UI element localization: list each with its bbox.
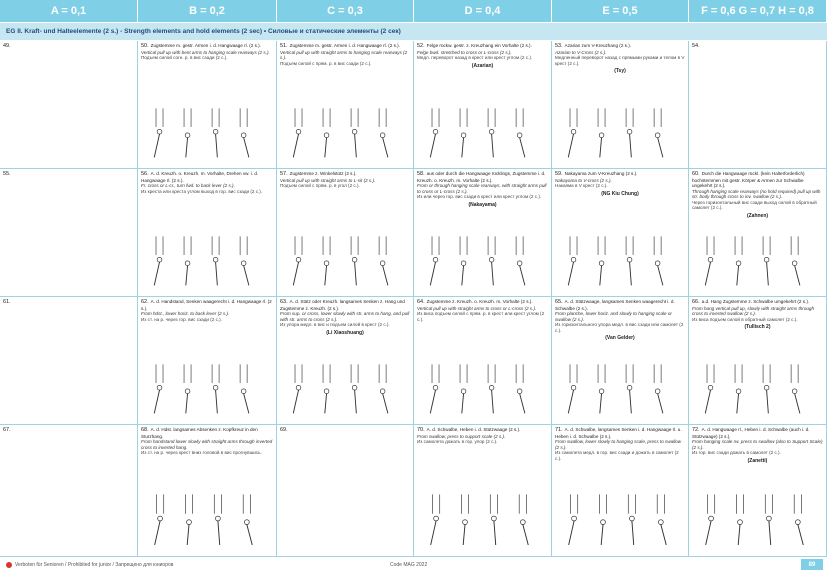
element-number: 55.	[3, 171, 11, 177]
element-number: 52.	[417, 43, 425, 49]
gymnast-name: (Zahnen)	[746, 212, 769, 219]
text-german: Zugstemme m. gestr. Armen i. d. Hangwaage rl. (2 s.).	[289, 43, 400, 48]
element-cell	[689, 425, 827, 557]
text-english: Fr. cross or L-cr., turn fwd. to back lever (2 s.).	[141, 183, 235, 188]
text-russian: Из виса подъем силой в обратный самолет (2 с.).	[692, 316, 798, 322]
text-english: Vertical pull up with straight arms to L-sit (2 s.).	[280, 177, 376, 183]
text-russian: Подъем силой с прям. р. в вис сзади (2 с.).	[280, 60, 372, 66]
element-cell	[277, 41, 414, 169]
text-english: From swallow, lower slowly to hanging scale, press to swallow (2 s.).	[555, 439, 682, 450]
gymnast-name: (Tullisch 2)	[744, 324, 771, 330]
element-sketch	[556, 106, 673, 164]
page-footer	[0, 558, 827, 573]
text-english: From hdst., lower horiz. to back lever (2 s.).	[141, 311, 230, 316]
text-german: Zugstemme z. Winkelstütz (2 s.).	[289, 171, 357, 176]
text-russian: Медленный переворот назад с прямыми руками и телом в V крест (2 с.).	[555, 55, 685, 66]
element-number: 72.	[692, 427, 700, 433]
text-english: Vertical pull up with bent arms to hanging scale rearways (2 s.).	[141, 49, 270, 55]
element-cell	[138, 41, 277, 169]
element-description	[0, 297, 137, 317]
element-cell	[0, 297, 138, 425]
element-description	[414, 297, 551, 322]
element-sketch	[418, 106, 535, 164]
element-sketch	[556, 492, 677, 552]
text-russian: Из или через гор. вис сзади в крест или крест углом (2 с.).	[417, 194, 542, 199]
value-header	[0, 0, 827, 22]
element-sketch	[418, 492, 539, 552]
gymnast-name: (Zanetti)	[747, 457, 768, 464]
element-sketch	[693, 234, 810, 292]
page-number: 89	[801, 559, 823, 570]
element-description	[552, 297, 688, 333]
gymnast-name: (NG Kiu Chung)	[601, 190, 639, 197]
element-description	[277, 425, 413, 445]
element-cell	[414, 41, 552, 169]
element-number: 65.	[555, 299, 563, 305]
element-cell	[552, 41, 689, 169]
element-cell	[0, 425, 138, 557]
text-english: From handstand lower slowly with straight arms through inverted cross to inverted hang.	[141, 439, 273, 450]
element-cell	[552, 297, 689, 425]
element-number: 58.	[417, 171, 425, 177]
element-sketch	[693, 362, 810, 420]
column-header-d: D = 0,4	[414, 0, 552, 22]
text-english: Azarian to V-Cross (2 s.).	[555, 49, 607, 55]
element-sketch	[418, 362, 535, 420]
text-english: From hang vertical pull up, slowly with straight arms through cross to inverted swallow (2 s.).	[692, 305, 815, 316]
section-title: EG II. Kraft- und Halteelemente (2 s.) - Strength elements and hold elements (2 sec) • Силовые и статические элементы (2 сек)	[0, 23, 827, 40]
element-cell	[0, 41, 138, 169]
element-number: 50.	[141, 43, 149, 49]
gymnast-name: (Li Xiaoshuang)	[326, 329, 364, 336]
gymnast-name: (Azarian)	[471, 62, 494, 69]
element-description	[277, 169, 413, 189]
element-number: 63.	[280, 299, 288, 305]
column-header-c: C = 0,3	[277, 0, 414, 22]
text-german: Felge rückw. gestr. z. Kreuzhang ein Vorhalte (2 s.).	[426, 43, 532, 48]
text-english: From or through hanging scale rearways, with straight arms pull to cross or L-cross (2 s.).	[417, 183, 547, 194]
element-description	[414, 425, 551, 445]
element-sketch	[556, 362, 673, 420]
element-cell	[138, 425, 277, 557]
footer-center-text: Code MAG 2022	[390, 562, 428, 568]
element-number: 70.	[417, 427, 425, 433]
gymnast-name: (Nakayama)	[468, 201, 497, 208]
element-description	[689, 297, 826, 322]
element-number: 61.	[3, 299, 11, 305]
element-description	[689, 41, 826, 61]
prohibited-icon	[6, 562, 12, 568]
text-russian: Из самолета дожать в гор. упор (2 с.).	[417, 439, 498, 444]
text-german: A. d. Hdst. langsames Absenken z. Kopfkreuz in den Sturzhang.	[141, 427, 258, 439]
element-description	[138, 297, 276, 322]
element-description	[552, 169, 688, 189]
element-cell	[689, 169, 827, 297]
element-cell	[414, 425, 552, 557]
element-number: 49.	[3, 43, 11, 49]
text-english: From swallow, press to support scale (2 s.).	[417, 433, 506, 439]
text-russian: Из горизонтального упора медл. в вис сзади или самолет (2 с.).	[555, 322, 684, 333]
text-english: Through hanging scale rearways (no hold required) pull up with str. body through cross to inv. swallow (2 s.).	[692, 188, 821, 199]
element-sketch	[142, 234, 259, 292]
element-number: 66.	[692, 299, 700, 305]
text-german: a.d. Hang Zugstemme z. Schwalbe umgekehrt (2 s.).	[701, 299, 810, 304]
element-number: 57.	[280, 171, 288, 177]
element-number: 54.	[692, 43, 700, 49]
text-russian: Из виса подъем силой с прям. р. в крест или крест углом (2 с.).	[417, 311, 545, 322]
column-header-e: E = 0,5	[552, 0, 689, 22]
element-description	[0, 169, 137, 189]
text-german: A. d. Hangwaage rl., Heben i. d. Schwalbe (auch i. d. Stützwaage) (2 s.).	[692, 427, 810, 439]
element-cell	[277, 297, 414, 425]
element-sketch	[556, 234, 673, 292]
text-russian: Из ст. на р. через гор. вис сзади (2 с.).	[141, 316, 222, 322]
text-russian: Медл. переворот назад в крест или крест углом (2 с.).	[417, 55, 533, 60]
element-grid	[0, 41, 827, 557]
text-english: Vertical pull up with straight arms to cross or L-cross (2 s.).	[417, 305, 537, 311]
text-russian: Накаяма в V крест (2 с.).	[555, 183, 608, 188]
element-number: 71.	[555, 427, 563, 433]
element-cell	[552, 169, 689, 297]
text-german: Azarian zum V-Kreuzhang (2 s.).	[564, 43, 632, 48]
text-german: A. d. Handstand, Senken waagerecht i. d. Hangwaage rl. (2 s.).	[141, 299, 272, 311]
column-header-a: A = 0,1	[0, 0, 138, 22]
element-description	[414, 169, 551, 200]
element-cell	[689, 297, 827, 425]
element-cell	[277, 425, 414, 557]
text-german: A. d. Stützwaage, langsames Senken waagerecht i. d. Schwalbe (2 s.).	[555, 299, 675, 311]
text-russian: Подъем силой с прям. р. в угол (2 с.).	[280, 183, 360, 188]
text-german: A. d. Kreuzh. o. Kreuzh. m. Vorhalte, Drehen vw. i. d. Hangwaage rl. (2 s.).	[141, 171, 259, 183]
text-german: A. d. Stütz oder Kreuzh. langsames Senken z. Hang und Zugstemme z. Kreuzh. (2 s.).	[280, 299, 405, 311]
text-russian: Из упора медл. в вис и подъем силой в крест (2 с.).	[280, 322, 390, 327]
element-sketch	[281, 234, 398, 292]
element-description	[689, 425, 826, 456]
element-number: 51.	[280, 43, 288, 49]
footer-note	[6, 562, 173, 568]
element-cell	[0, 169, 138, 297]
text-russian: Из самолета медл. в гор. вис сзади и дожать в самолет (2 с.).	[555, 450, 679, 461]
element-cell	[138, 297, 277, 425]
text-german: Durch die Hangwaage rückl. (kein Halterforderlich) hochstemmen mit gestr. Körper & Armen zur Schwalbe ungekehrt (2 s.).	[692, 171, 805, 188]
text-russian: Из креста или креста углом выход в гор. вис сзади (2 с.).	[141, 188, 263, 194]
text-english: Nakayama to V-cross (2 s.).	[555, 177, 612, 183]
text-english: Felge bwd. stretched to cross or L-cross (2 s.).	[417, 49, 512, 55]
text-german: A. d. Schwalbe, Heben i. d. Stützwaage (2 s.).	[426, 427, 521, 432]
element-sketch	[418, 234, 535, 292]
element-number: 59.	[555, 171, 563, 177]
element-number: 69.	[280, 427, 288, 433]
text-english: From planche, lower horiz. and slowly to hanging scale or swallow (2 s.).	[555, 311, 672, 322]
element-description	[138, 169, 276, 194]
column-header-f-g-h: F = 0,6 G = 0,7 H = 0,8	[689, 0, 827, 22]
text-german: Zugstemme z. Kreuzh. o. Kreuzh. m. Vorhalte (2 s.).	[426, 299, 533, 304]
element-description	[552, 41, 688, 66]
element-sketch	[281, 362, 398, 420]
text-german: aus oder durch die Hangwaage rücklings, Zugstemme i. d. Kreuzh. o. Kreuzh. m. Vorhalte (2 s.).	[417, 171, 546, 183]
element-number: 67.	[3, 427, 11, 433]
text-english: From sup. or cross, lower slowly with str. arms to hang, and pull with str. arms to cross (2 s.).	[280, 311, 410, 322]
column-header-b: B = 0,2	[138, 0, 277, 22]
element-sketch	[142, 106, 259, 164]
text-russian: Из ст. на р. через крест вниз головой в вис прогнувшись.	[141, 450, 262, 455]
text-russian: Через горизонтальный вис сзади выход силой в обратный самолет (2 с.).	[692, 199, 817, 210]
element-number: 62.	[141, 299, 149, 305]
element-number: 68.	[141, 427, 149, 433]
text-english: Vertical pull up with straight arms to hanging scale rearways (2 s.).	[280, 49, 408, 60]
footer-left-text: Verboten für Senioren / Prohibited for junior / Запрещено для юниоров	[15, 562, 174, 568]
element-cell	[277, 169, 414, 297]
element-description	[414, 41, 551, 61]
element-number: 56.	[141, 171, 149, 177]
text-german: Zugstemme m. gestr. Armen i. d. Hangwaage rl. (2 s.).	[150, 43, 261, 48]
element-sketch	[281, 106, 398, 164]
element-description	[277, 297, 413, 328]
element-cell	[552, 425, 689, 557]
element-cell	[138, 169, 277, 297]
element-sketch	[142, 492, 263, 552]
element-number: 53.	[555, 43, 563, 49]
element-cell	[414, 169, 552, 297]
element-description	[277, 41, 413, 66]
element-number: 60.	[692, 171, 700, 177]
element-description	[138, 41, 276, 61]
gymnast-name: (Van Gelder)	[605, 335, 635, 341]
element-sketch	[693, 492, 814, 552]
element-cell	[689, 41, 827, 169]
element-sketch	[142, 362, 259, 420]
gymnast-name: (Tsy)	[614, 68, 626, 74]
element-description	[138, 425, 276, 456]
text-russian: Подъем силой согн. р. в вис сзади (2 с.).	[141, 55, 228, 60]
element-number: 64.	[417, 299, 425, 305]
element-description	[0, 425, 137, 445]
text-english: From hanging scale rw. press to swallow (also to Support Scale) (2 s.).	[692, 439, 823, 450]
text-german: Nakayama zum V-Kreuzhang (2 s.).	[564, 171, 638, 176]
element-description	[689, 169, 826, 211]
element-cell	[414, 297, 552, 425]
text-russian: Из гор. вис сзади дожать в самолет (2 с.).	[692, 450, 781, 455]
element-description	[552, 425, 688, 461]
element-description	[0, 41, 137, 61]
text-german: A. d. Schwalbe, langsames Senken i. d. Hangwaage rl. u. Heben i. d. Schwalbe (2 s.).	[555, 427, 682, 439]
